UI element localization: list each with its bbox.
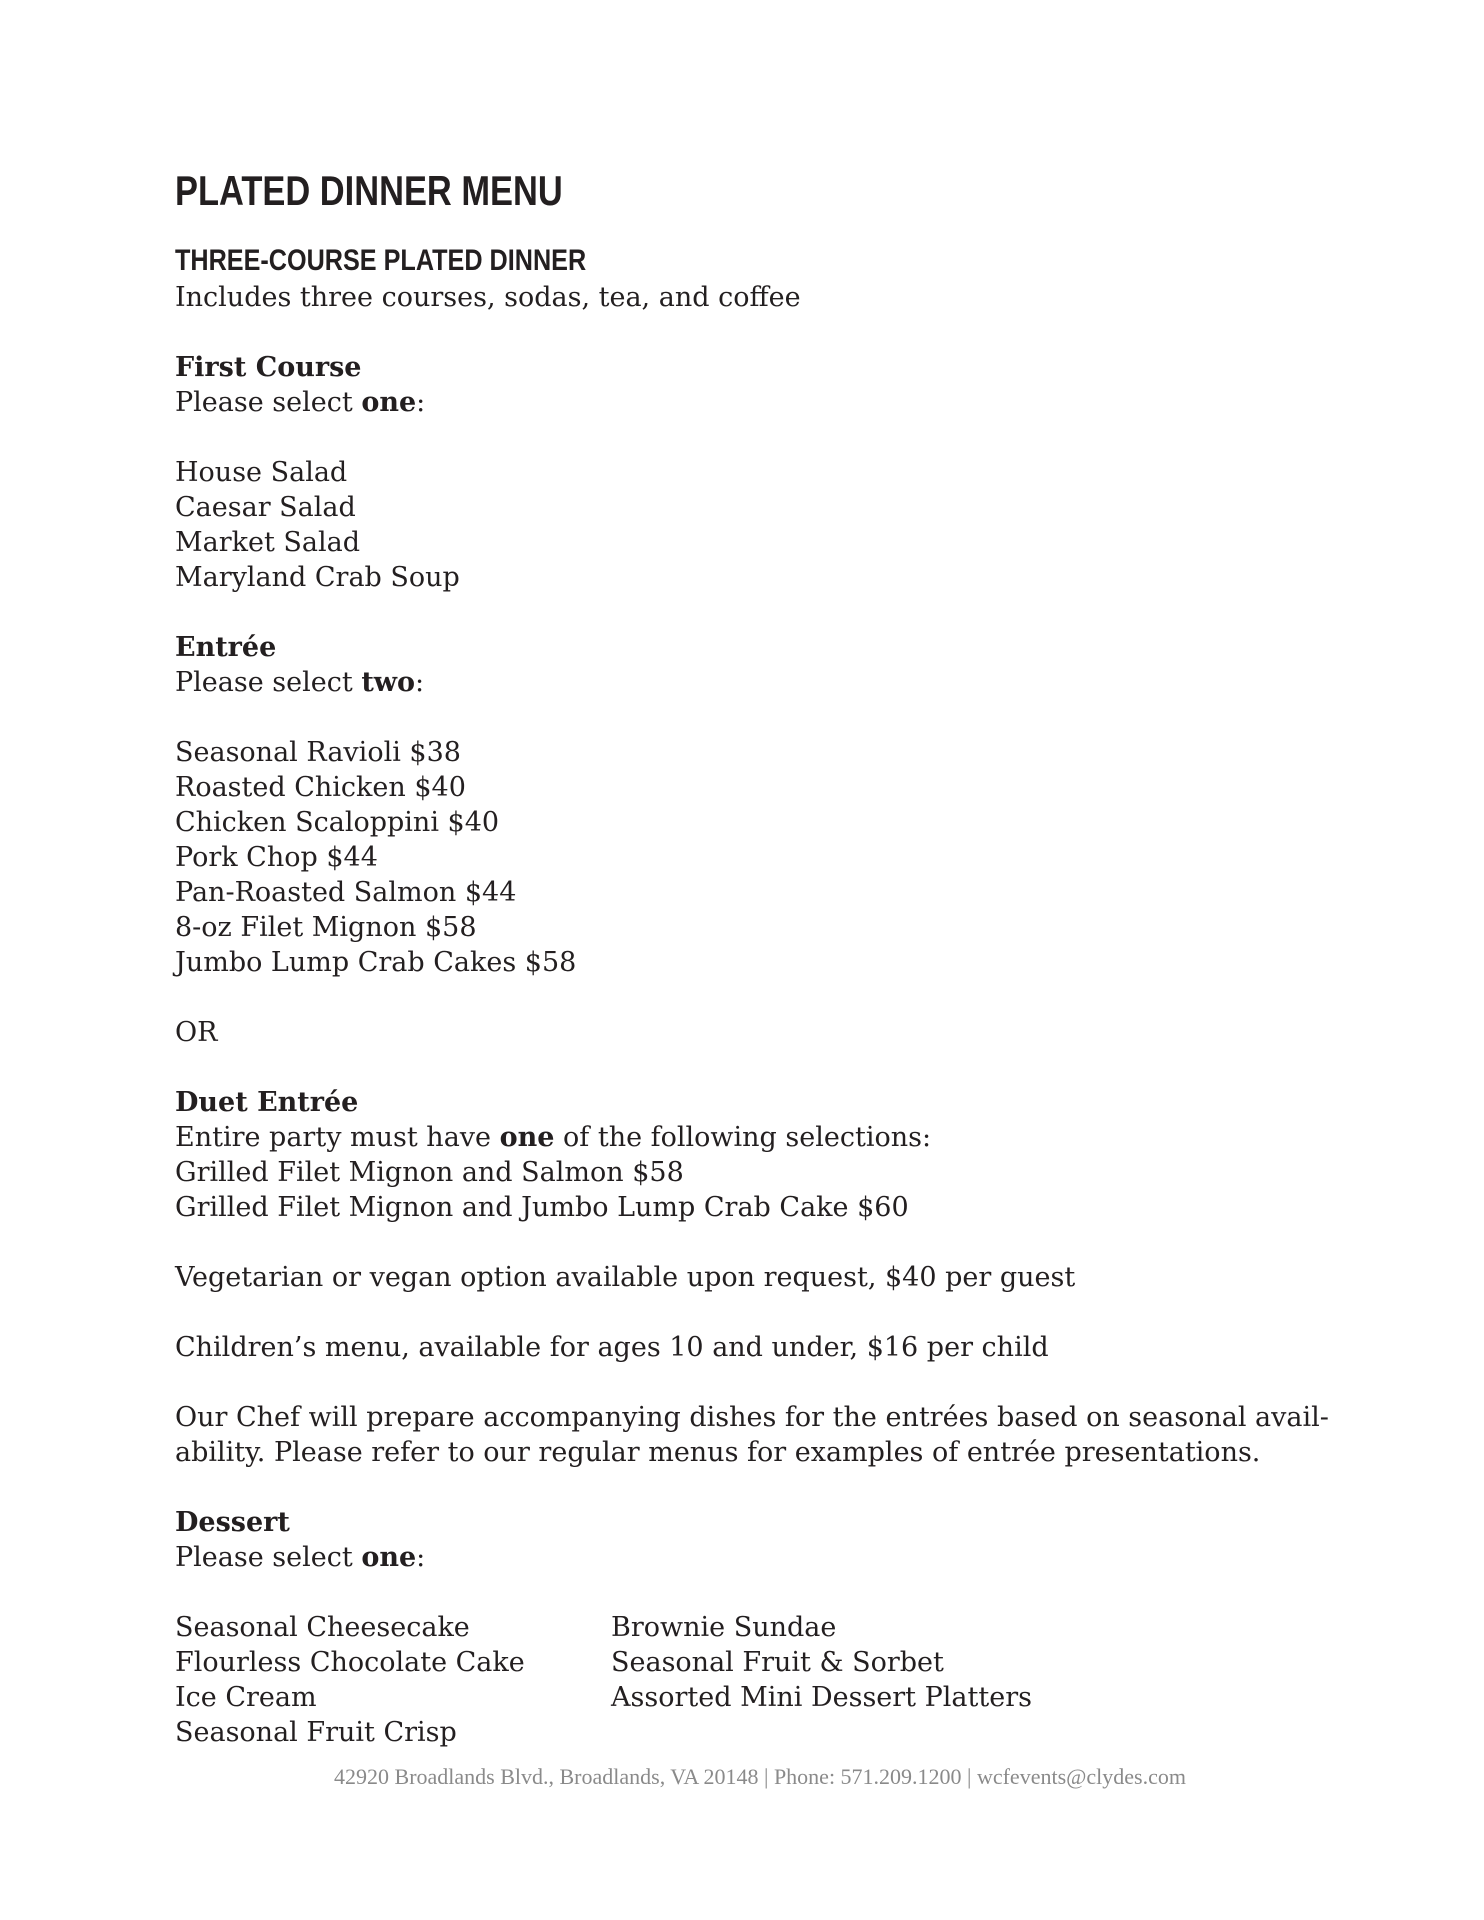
entree-item: Chicken Scaloppini $40 — [175, 807, 500, 838]
entree-item: Seasonal Ravioli $38 — [175, 737, 461, 768]
children-note: Children’s menu, available for ages 10 and under, $16 per child — [175, 1332, 1049, 1363]
chef-note-line-2: ability. Please refer to our regular menus for examples of entrée presentations. — [175, 1437, 1261, 1468]
dessert-item: Seasonal Cheesecake — [175, 1612, 470, 1643]
entree-item: Roasted Chicken $40 — [175, 772, 466, 803]
entree-item: Pan-Roasted Salmon $44 — [175, 877, 517, 908]
dessert-item: Seasonal Fruit & Sorbet — [611, 1647, 944, 1678]
entree-item: Pork Chop $44 — [175, 842, 378, 873]
dessert-column-left — [175, 1610, 611, 1750]
dessert-list — [175, 1610, 1335, 1750]
entree-item: 8-oz Filet Mignon $58 — [175, 912, 477, 943]
package-name: THREE-COURSE PLATED DINNER — [175, 244, 587, 277]
dessert-item: Ice Cream — [175, 1682, 317, 1713]
first-course-item: Market Salad — [175, 527, 361, 558]
first-course-instruction: Please select one: — [175, 387, 426, 418]
menu-page — [175, 165, 1335, 1750]
vegetarian-note: Vegetarian or vegan option available upon request, $40 per guest — [175, 1262, 1076, 1293]
dessert-instruction: Please select one: — [175, 1542, 426, 1573]
entree-instruction: Please select two: — [175, 667, 425, 698]
entree-item: Jumbo Lump Crab Cakes $58 — [175, 947, 577, 978]
package-description: Includes three courses, sodas, tea, and coffee — [175, 282, 801, 313]
duet-entree-instruction: Entire party must have one of the following selections: — [175, 1122, 932, 1153]
duet-entree-item: Grilled Filet Mignon and Salmon $58 — [175, 1157, 684, 1188]
first-course-heading: First Course — [175, 352, 362, 383]
footer-text: 42920 Broadlands Blvd., Broadlands, VA 20148 | Phone: 571.209.1200 | wcfevents@clydes.com — [334, 1764, 1186, 1789]
dessert-item: Brownie Sundae — [611, 1612, 837, 1643]
duet-entree-heading: Duet Entrée — [175, 1087, 359, 1118]
entree-heading: Entrée — [175, 632, 277, 663]
dessert-item: Seasonal Fruit Crisp — [175, 1717, 457, 1748]
first-course-item: Caesar Salad — [175, 492, 356, 523]
dessert-column-right — [611, 1610, 1111, 1750]
duet-entree-item: Grilled Filet Mignon and Jumbo Lump Crab Cake $60 — [175, 1192, 909, 1223]
page-title: PLATED DINNER MENU — [175, 167, 563, 214]
dessert-item: Flourless Chocolate Cake — [175, 1647, 525, 1678]
first-course-item: House Salad — [175, 457, 348, 488]
footer-contact — [0, 1764, 1484, 1790]
dessert-item: Assorted Mini Dessert Platters — [611, 1682, 1032, 1713]
first-course-item: Maryland Crab Soup — [175, 562, 460, 593]
dessert-heading: Dessert — [175, 1507, 290, 1538]
or-separator: OR — [175, 1017, 218, 1048]
chef-note-line-1: Our Chef will prepare accompanying dishes for the entrées based on seasonal avail- — [175, 1402, 1329, 1433]
